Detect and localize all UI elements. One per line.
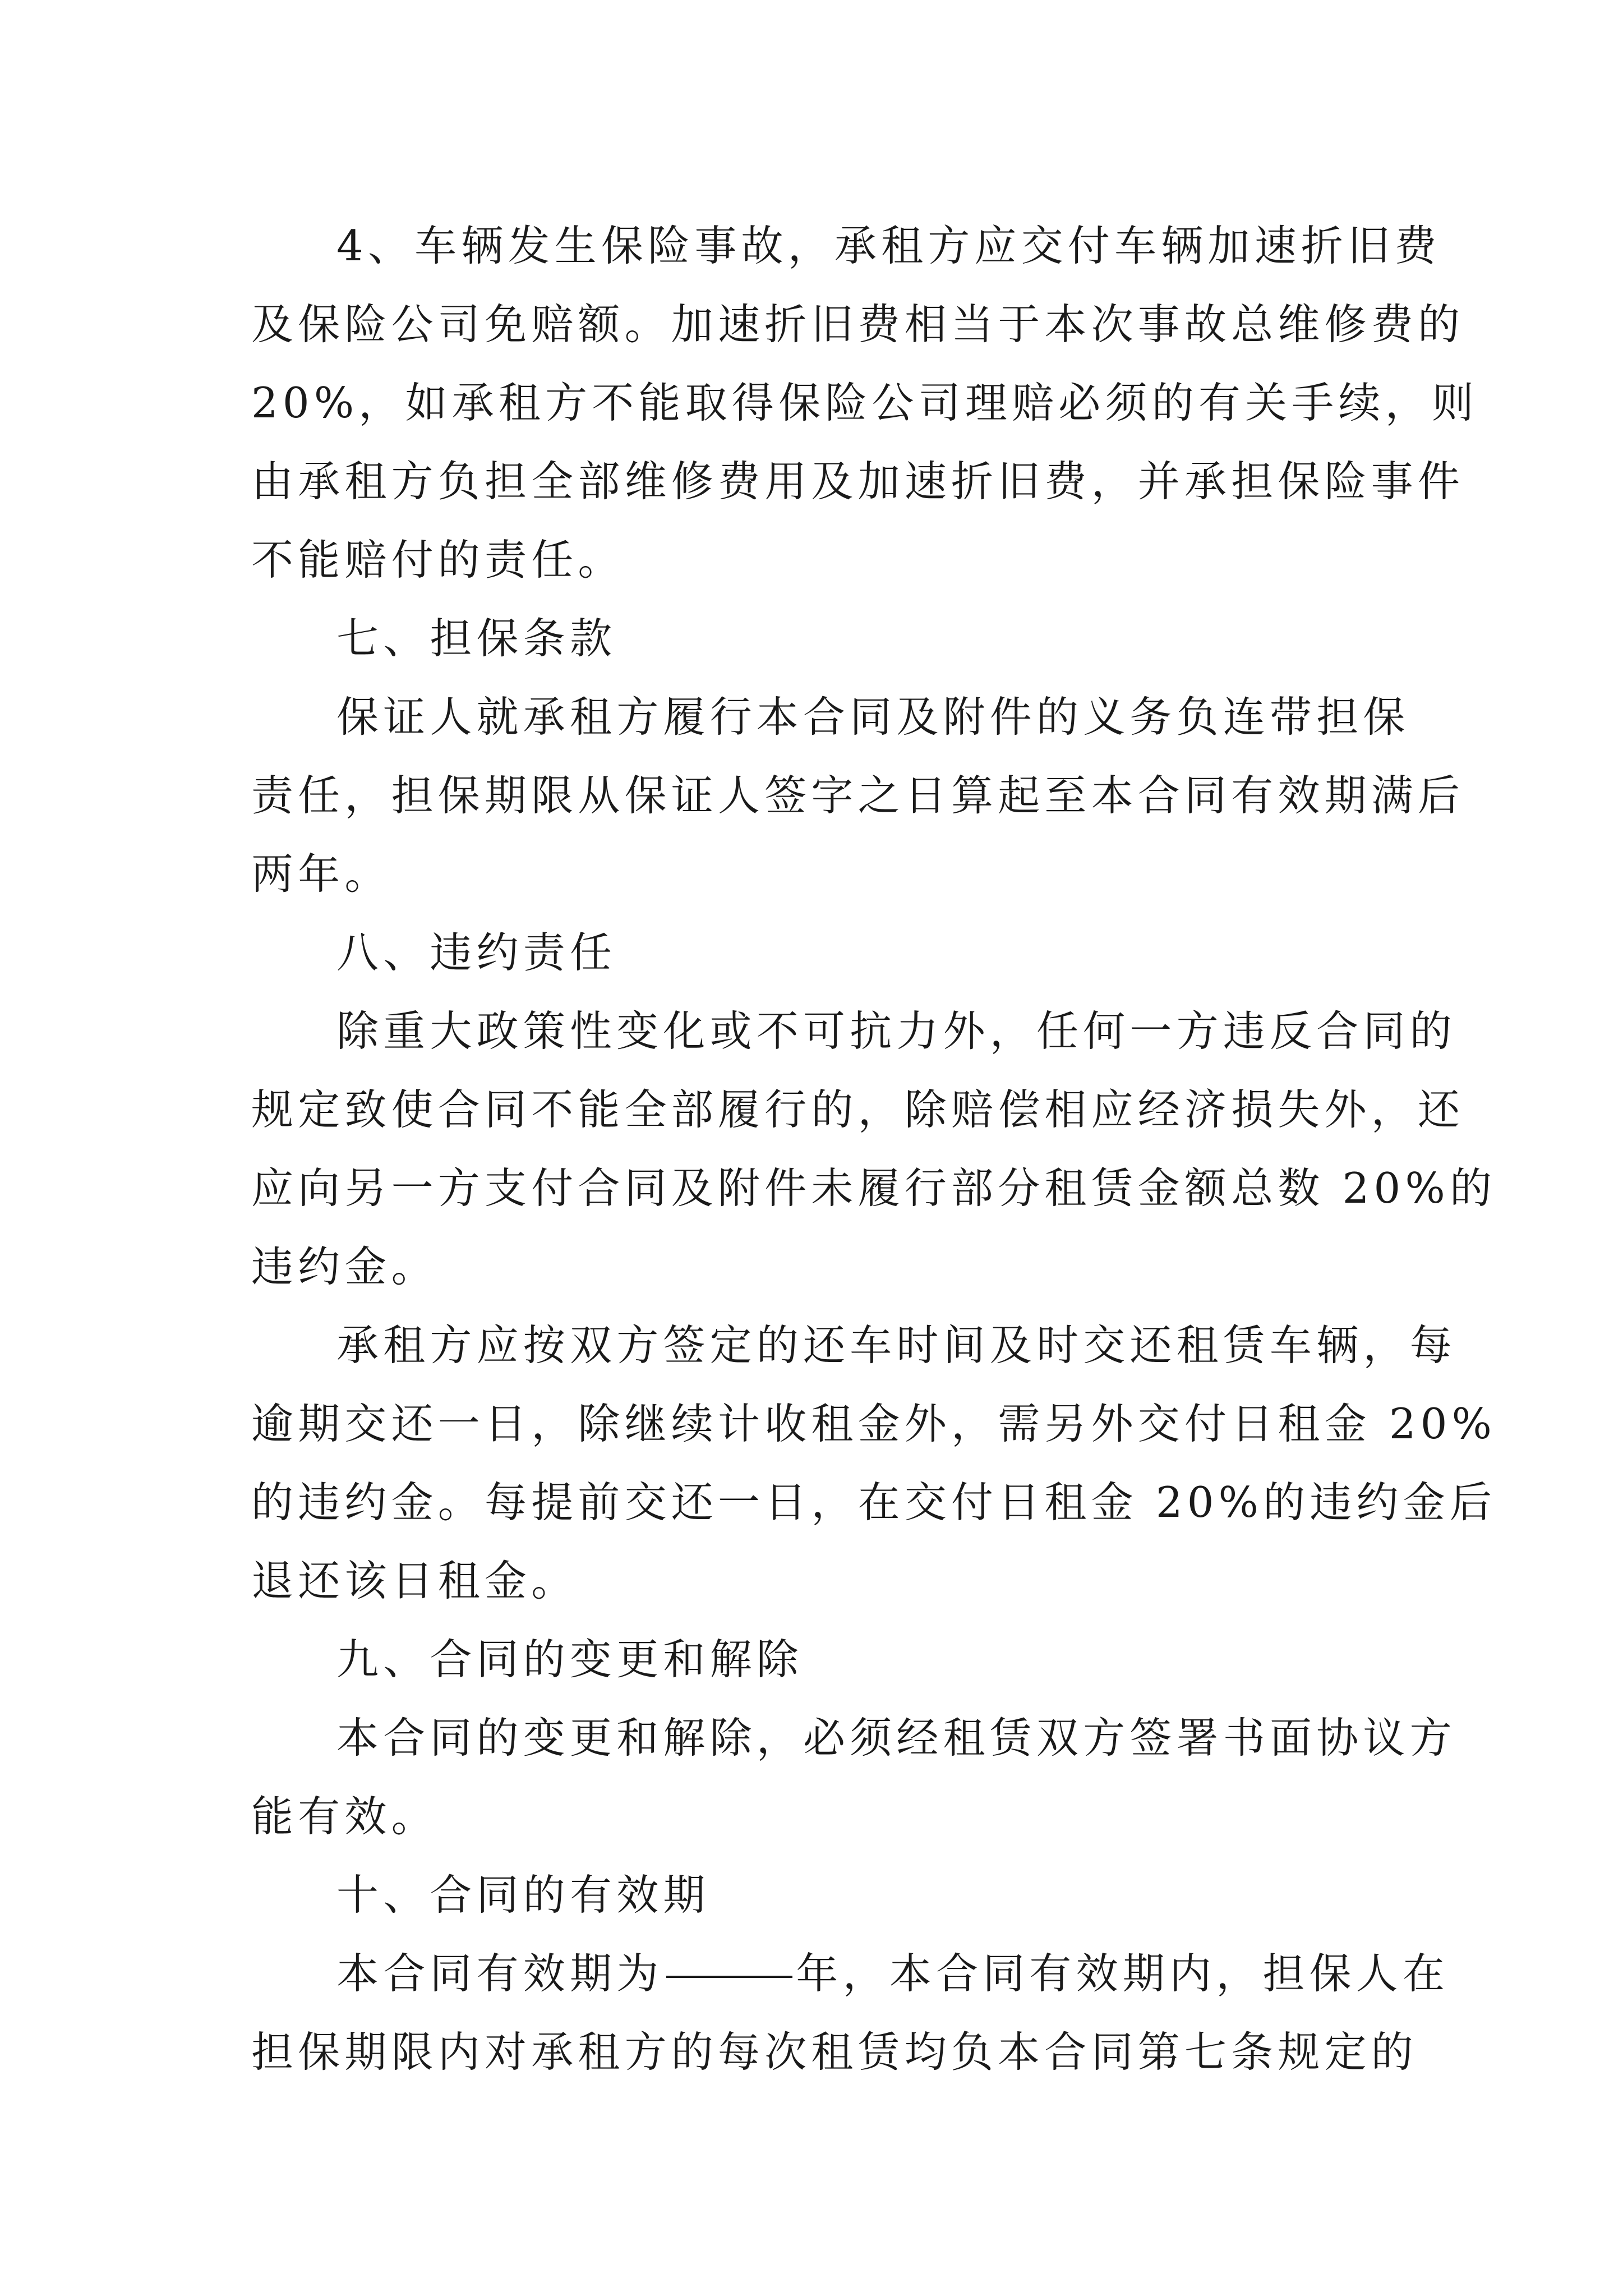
- paragraph-line: 能有效。: [251, 1792, 438, 1841]
- section-heading: 八、违约责任: [336, 928, 617, 977]
- paragraph-line: 承租方应按双方签定的还车时间及时交还租赁车辆，每: [336, 1320, 1456, 1370]
- paragraph-line: 两年。: [251, 849, 391, 899]
- paragraph-text: 本合同有效期为: [336, 1949, 663, 1998]
- paragraph-line: 规定致使合同不能全部履行的，除赔偿相应经济损失外，还: [251, 1085, 1465, 1134]
- paragraph-line: 本合同的变更和解除，必须经租赁双方签署书面协议方: [336, 1713, 1456, 1763]
- paragraph-line: 担保期限内对承租方的每次租赁均负本合同第七条规定的: [251, 2027, 1418, 2077]
- section-heading: 七、担保条款: [336, 614, 617, 663]
- paragraph-line: 责任，担保期限从保证人签字之日算起至本合同有效期满后: [251, 771, 1465, 820]
- paragraph-line: 不能赔付的责任。: [251, 535, 625, 585]
- paragraph-text: 年，本合同有效期内，担保人在: [796, 1949, 1450, 1998]
- fill-in-blank: [666, 1975, 792, 1978]
- section-heading: 九、合同的变更和解除: [336, 1635, 804, 1684]
- section-heading: 十、合同的有效期: [336, 1870, 710, 1920]
- paragraph-line: 应向另一方支付合同及附件未履行部分租赁金额总数 20%的: [251, 1163, 1497, 1213]
- paragraph-line: 逾期交还一日，除继续计收租金外，需另外交付日租金 20%: [251, 1399, 1497, 1448]
- paragraph-line: 除重大政策性变化或不可抗力外，任何一方违反合同的: [336, 1006, 1456, 1056]
- paragraph-line: 4、车辆发生保险事故，承租方应交付车辆加速折旧费: [336, 221, 1441, 270]
- paragraph-line: 保证人就承租方履行本合同及附件的义务负连带担保: [336, 692, 1410, 742]
- paragraph-line: 的违约金。每提前交还一日，在交付日租金 20%的违约金后: [251, 1478, 1497, 1527]
- paragraph-line-with-blank: [336, 1940, 1450, 2007]
- paragraph-line: 20%，如承租方不能取得保险公司理赔必须的有关手续，则: [251, 378, 1479, 427]
- paragraph-line: 由承租方负担全部维修费用及加速折旧费，并承担保险事件: [251, 457, 1465, 506]
- paragraph-line: 违约金。: [251, 1242, 438, 1291]
- paragraph-line: 及保险公司免赔额。加速折旧费相当于本次事故总维修费的: [251, 300, 1465, 349]
- paragraph-line: 退还该日租金。: [251, 1556, 578, 1605]
